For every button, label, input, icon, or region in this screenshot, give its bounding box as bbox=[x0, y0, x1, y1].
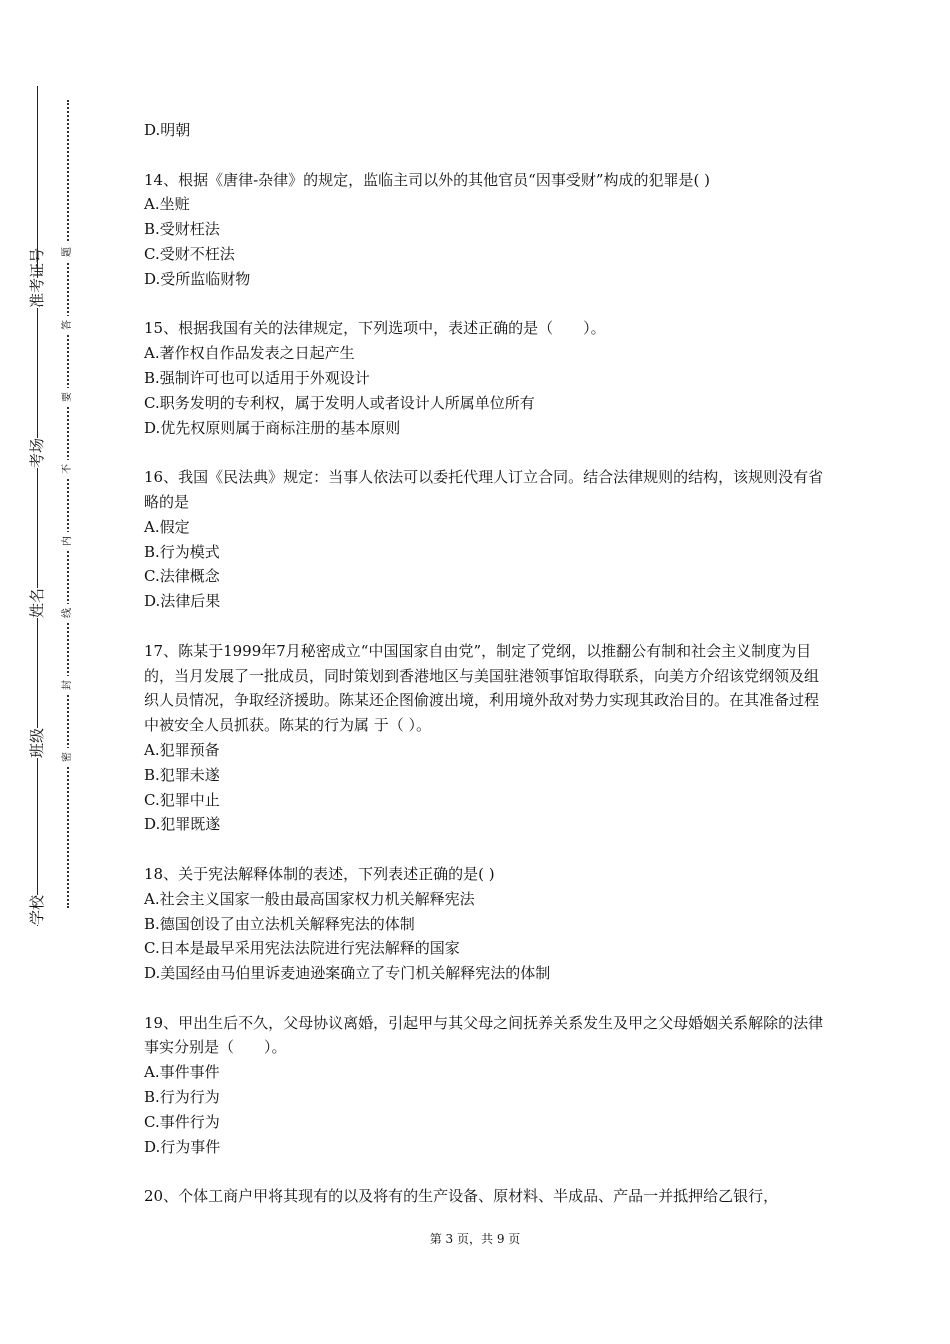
seal-char: 题 bbox=[61, 243, 75, 261]
question-stem: 17、陈某于1999年7月秘密成立“中国国家自由党”，制定了党纲，以推翻公有制和社会主义制度为目的，当月发展了一批成员，同时策划到香港地区与美国驻港领事馆取得联系，向美方介绍该党纲领及组织人员情况，争取经济援助。陈某还企图偷渡出境，利用境外敌对势力实现其政治目的。在其准备过程中被安全人员抓获。陈某的行为属 于（ ）。 bbox=[144, 641, 820, 735]
option: A.假定 bbox=[144, 517, 190, 536]
page-number: 第 3 页，共 9 页 bbox=[429, 1232, 521, 1246]
option: D.明朝 bbox=[144, 121, 191, 139]
question-14 bbox=[144, 168, 824, 292]
option: C.日本是最早采用宪法法院进行宪法解释的国家 bbox=[144, 939, 460, 958]
option: C.法律概念 bbox=[144, 567, 220, 586]
seal-char: 内 bbox=[61, 532, 75, 550]
question-stem: 15、根据我国有关的法律规定，下列选项中，表述正确的是（ ）。 bbox=[144, 319, 606, 338]
question-list bbox=[144, 118, 824, 1234]
seal-char: 密 bbox=[61, 748, 75, 766]
label-name: 姓名 bbox=[22, 588, 52, 618]
question-19 bbox=[144, 1011, 824, 1160]
option: D.犯罪既遂 bbox=[144, 815, 221, 834]
seal-dotted-line bbox=[67, 100, 69, 908]
option: A.社会主义国家一般由最高国家权力机关解释宪法 bbox=[144, 889, 475, 908]
option: C.职务发明的专利权，属于发明人或者设计人所属单位所有 bbox=[144, 393, 535, 412]
question-20 bbox=[144, 1184, 824, 1209]
option: D.行为事件 bbox=[144, 1137, 221, 1156]
option: A.事件事件 bbox=[144, 1063, 220, 1082]
question-16 bbox=[144, 465, 824, 614]
option: B.受财枉法 bbox=[144, 220, 220, 239]
question-17 bbox=[144, 639, 824, 837]
option: D.优先权原则属于商标注册的基本原则 bbox=[144, 418, 401, 437]
option: D.法律后果 bbox=[144, 592, 221, 611]
option: B.德国创设了由立法机关解释宪法的体制 bbox=[144, 914, 415, 933]
option: A.坐赃 bbox=[144, 195, 190, 214]
label-class: 班级 bbox=[22, 728, 52, 758]
question-stem: 14、根据《唐律-杂律》的规定，监临主司以外的其他官员“因事受财”构成的犯罪是( ) bbox=[144, 170, 710, 189]
question-stem: 20、个体工商户甲将其现有的以及将有的生产设备、原材料、半成品、产品一并抵押给乙银行， bbox=[144, 1187, 779, 1206]
seal-char: 不 bbox=[61, 460, 75, 478]
option: B.强制许可也可以适用于外观设计 bbox=[144, 368, 370, 387]
option: B.犯罪未遂 bbox=[144, 765, 220, 784]
option: C.事件行为 bbox=[144, 1112, 220, 1131]
binding-margin bbox=[0, 0, 110, 1344]
question-13-tail bbox=[144, 118, 824, 143]
option: A.著作权自作品发表之日起产生 bbox=[144, 344, 355, 363]
option: A.犯罪预备 bbox=[144, 740, 220, 759]
option: C.犯罪中止 bbox=[144, 790, 220, 809]
option: D.美国经由马伯里诉麦迪逊案确立了专门机关解释宪法的体制 bbox=[144, 964, 551, 983]
seal-char: 封 bbox=[61, 676, 75, 694]
question-15 bbox=[144, 316, 824, 440]
seal-char: 线 bbox=[61, 604, 75, 622]
seal-char: 答 bbox=[61, 316, 75, 334]
question-stem: 16、我国《民法典》规定：当事人依法可以委托代理人订立合同。结合法律规则的结构，该规则没有省略的是 bbox=[144, 468, 824, 511]
option: D.受所监临财物 bbox=[144, 269, 251, 288]
label-exam-number: 准考证号 bbox=[22, 278, 52, 308]
option: B.行为模式 bbox=[144, 542, 220, 561]
margin-solid-line bbox=[37, 86, 38, 926]
question-18 bbox=[144, 862, 824, 986]
option: C.受财不枉法 bbox=[144, 244, 235, 263]
label-school: 学校 bbox=[22, 895, 52, 925]
label-exam-room: 考场 bbox=[22, 438, 52, 468]
question-stem: 18、关于宪法解释体制的表述，下列表述正确的是( ) bbox=[144, 864, 495, 883]
option: B.行为行为 bbox=[144, 1088, 220, 1107]
question-stem: 19、甲出生后不久，父母协议离婚，引起甲与其父母之间抚养关系发生及甲之父母婚姻关系解除的法律事实分别是（ ）。 bbox=[144, 1013, 824, 1057]
seal-char: 要 bbox=[61, 388, 75, 406]
